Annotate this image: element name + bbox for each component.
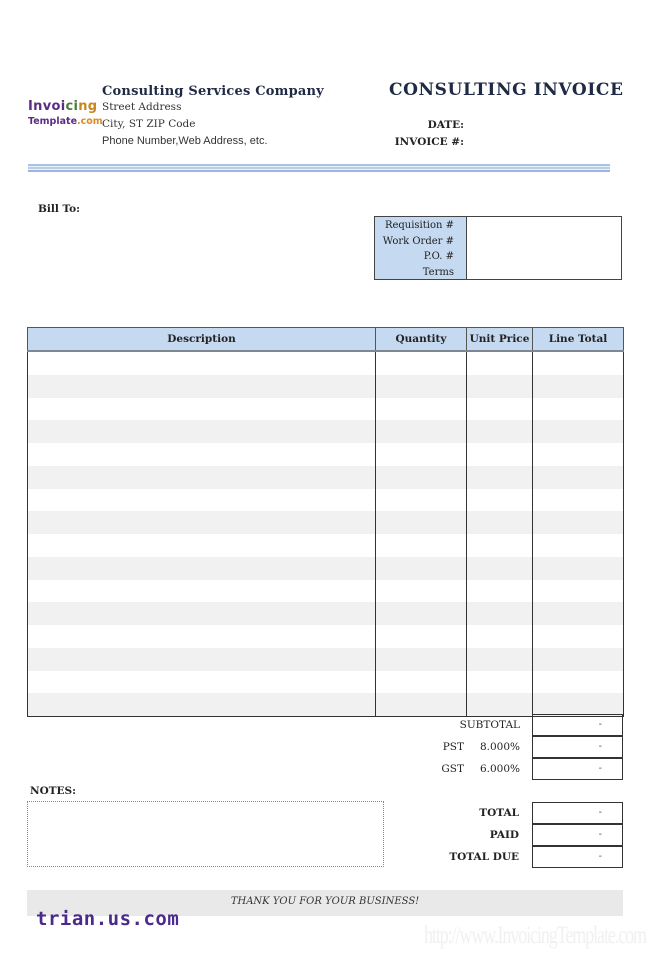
unit-price-cell[interactable] [467, 420, 533, 443]
line-total-cell[interactable] [533, 489, 624, 512]
table-row [28, 420, 624, 443]
quantity-cell[interactable] [376, 489, 467, 512]
quantity-cell[interactable] [376, 351, 467, 375]
quantity-cell[interactable] [376, 443, 467, 466]
table-header-row [28, 328, 624, 352]
description-cell[interactable] [28, 580, 376, 603]
invoice-title: CONSULTING INVOICE [389, 80, 624, 100]
column-header-description: Description [28, 328, 376, 352]
description-cell[interactable] [28, 420, 376, 443]
unit-price-cell[interactable] [467, 466, 533, 489]
quantity-cell[interactable] [376, 557, 467, 580]
table-row [28, 375, 624, 398]
gst-label: GST [441, 763, 464, 775]
description-cell[interactable] [28, 489, 376, 512]
unit-price-cell[interactable] [467, 625, 533, 648]
terms-field[interactable] [467, 264, 621, 280]
requisition-label: Requisition # [384, 220, 454, 231]
unit-price-cell[interactable] [467, 375, 533, 398]
subtotal-value: - [532, 714, 623, 736]
unit-price-cell[interactable] [467, 511, 533, 534]
line-total-cell[interactable] [533, 511, 624, 534]
work-order-field[interactable] [467, 233, 621, 249]
unit-price-cell[interactable] [467, 693, 533, 716]
line-total-cell[interactable] [533, 602, 624, 625]
unit-price-cell[interactable] [467, 580, 533, 603]
description-cell[interactable] [28, 671, 376, 694]
table-row [28, 602, 624, 625]
description-cell[interactable] [28, 443, 376, 466]
date-field[interactable] [470, 117, 620, 133]
table-row [28, 648, 624, 671]
work-order-label: Work Order # [382, 235, 454, 247]
table-row [28, 489, 624, 512]
description-cell[interactable] [28, 398, 376, 421]
company-city-line[interactable]: City, ST ZIP Code [102, 118, 196, 130]
line-items-body [28, 351, 624, 717]
quantity-cell[interactable] [376, 375, 467, 398]
header-divider [28, 164, 610, 172]
line-total-cell[interactable] [533, 443, 624, 466]
quantity-cell[interactable] [376, 648, 467, 671]
description-cell[interactable] [28, 351, 376, 375]
unit-price-cell[interactable] [467, 534, 533, 557]
line-total-cell[interactable] [533, 648, 624, 671]
table-row [28, 557, 624, 580]
table-row [28, 580, 624, 603]
table-row [28, 625, 624, 648]
bill-to-field[interactable] [38, 220, 338, 290]
table-row [28, 671, 624, 694]
description-cell[interactable] [28, 602, 376, 625]
line-total-cell[interactable] [533, 420, 624, 443]
description-cell[interactable] [28, 511, 376, 534]
notes-label: NOTES: [30, 785, 77, 797]
logo-text: Invoi [28, 99, 66, 114]
gst-value: - [532, 758, 623, 780]
quantity-cell[interactable] [376, 602, 467, 625]
quantity-cell[interactable] [376, 511, 467, 534]
paid-value[interactable]: - [532, 824, 623, 846]
reference-values [467, 217, 621, 279]
unit-price-cell[interactable] [467, 671, 533, 694]
total-value: - [532, 802, 623, 824]
description-cell[interactable] [28, 557, 376, 580]
column-header-quantity: Quantity [376, 328, 467, 352]
line-total-cell[interactable] [533, 671, 624, 694]
invoice-number-label: INVOICE #: [394, 136, 464, 148]
pst-value: - [532, 736, 623, 758]
unit-price-cell[interactable] [467, 602, 533, 625]
description-cell[interactable] [28, 466, 376, 489]
description-cell[interactable] [28, 375, 376, 398]
quantity-cell[interactable] [376, 580, 467, 603]
po-number-label: P.O. # [423, 251, 454, 262]
column-header-unit-price: Unit Price [467, 328, 533, 352]
line-items-table [27, 327, 624, 717]
brand-footer-logo: trian.us.com [36, 908, 180, 930]
quantity-cell[interactable] [376, 534, 467, 557]
reference-labels [375, 217, 467, 279]
gst-rate[interactable]: 6.000% [479, 763, 520, 775]
company-contact[interactable]: Phone Number,Web Address, etc. [102, 135, 268, 147]
quantity-cell[interactable] [376, 466, 467, 489]
logo-text: ci [65, 99, 79, 114]
table-row [28, 466, 624, 489]
logo-line-1 [28, 99, 100, 115]
logo-line-2 [28, 115, 103, 129]
pst-label: PST [442, 741, 464, 753]
description-cell[interactable] [28, 534, 376, 557]
unit-price-cell[interactable] [467, 443, 533, 466]
invoicing-template-logo [28, 99, 103, 129]
terms-label: Terms [422, 266, 454, 278]
table-row [28, 693, 624, 716]
table-row [28, 351, 624, 375]
table-row [28, 511, 624, 534]
logo-text: Template [28, 116, 78, 127]
line-total-cell[interactable] [533, 351, 624, 375]
bill-to-label: Bill To: [38, 203, 80, 215]
company-street[interactable]: Street Address [102, 101, 182, 113]
line-total-cell[interactable] [533, 557, 624, 580]
line-total-cell[interactable] [533, 398, 624, 421]
description-cell[interactable] [28, 648, 376, 671]
requisition-field[interactable] [467, 217, 621, 233]
description-cell[interactable] [28, 693, 376, 716]
quantity-cell[interactable] [376, 398, 467, 421]
po-number-field[interactable] [467, 248, 621, 264]
quantity-cell[interactable] [376, 420, 467, 443]
company-name[interactable]: Consulting Services Company [102, 84, 324, 99]
line-total-cell[interactable] [533, 693, 624, 716]
unit-price-cell[interactable] [467, 351, 533, 375]
reference-box [374, 216, 622, 280]
notes-field[interactable] [27, 801, 384, 867]
description-cell[interactable] [28, 625, 376, 648]
line-total-cell[interactable] [533, 625, 624, 648]
logo-text: ng [78, 99, 98, 114]
unit-price-cell[interactable] [467, 489, 533, 512]
quantity-cell[interactable] [376, 693, 467, 716]
invoice-number-field[interactable] [470, 134, 620, 150]
line-total-cell[interactable] [533, 375, 624, 398]
total-due-label: TOTAL DUE [449, 851, 519, 863]
total-due-value: - [532, 846, 623, 868]
date-label: DATE: [427, 119, 464, 131]
table-row [28, 398, 624, 421]
unit-price-cell[interactable] [467, 398, 533, 421]
logo-text: .com [77, 116, 103, 127]
line-total-cell[interactable] [533, 580, 624, 603]
watermark-url: http://www.InvoicingTemplate.com [424, 922, 646, 949]
table-row [28, 534, 624, 557]
unit-price-cell[interactable] [467, 648, 533, 671]
line-total-cell[interactable] [533, 466, 624, 489]
quantity-cell[interactable] [376, 625, 467, 648]
paid-label: PAID [489, 829, 519, 841]
pst-rate[interactable]: 8.000% [479, 741, 520, 753]
unit-price-cell[interactable] [467, 557, 533, 580]
thank-you-banner: THANK YOU FOR YOUR BUSINESS! [27, 890, 623, 916]
column-header-line-total: Line Total [533, 328, 624, 352]
line-total-cell[interactable] [533, 534, 624, 557]
table-row [28, 443, 624, 466]
quantity-cell[interactable] [376, 671, 467, 694]
subtotal-label: SUBTOTAL [459, 719, 520, 731]
total-label: TOTAL [479, 807, 519, 819]
